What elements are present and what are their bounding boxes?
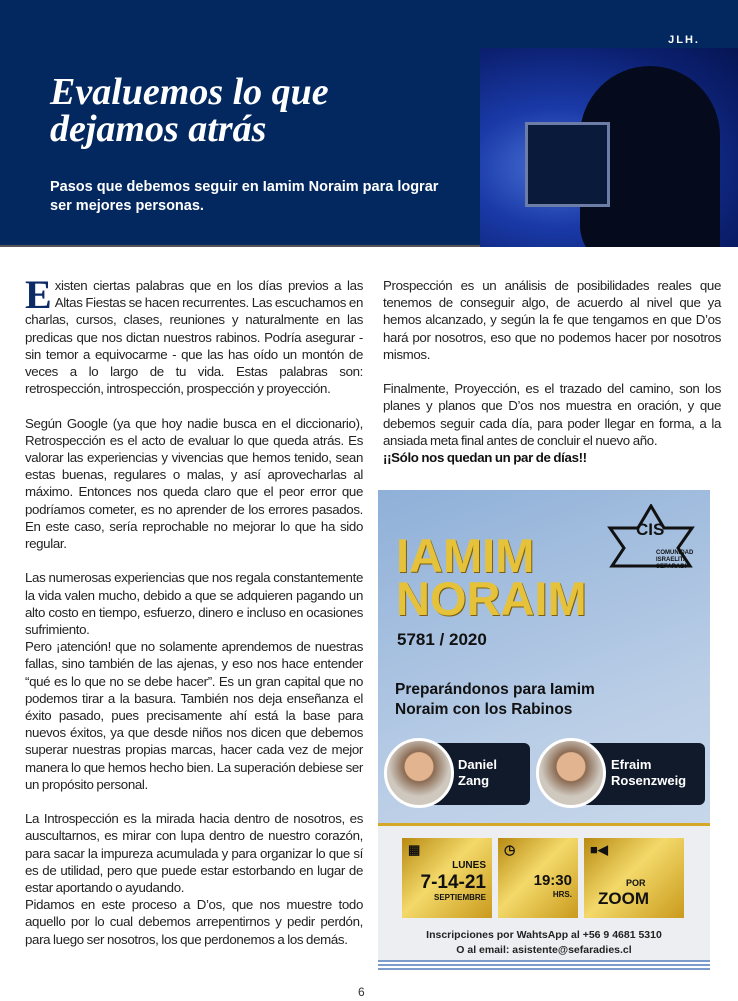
drop-cap: E <box>25 272 52 317</box>
date-tile: ▦ LUNES 7-14-21 SEPTIEMBRE <box>402 838 492 918</box>
speaker-card: Daniel Zang <box>400 743 530 805</box>
time-tile: ◷ 19:30 HRS. <box>498 838 578 918</box>
logo-text: COMUNIDAD ISRAELITA SEFARADI <box>656 550 694 570</box>
platform-tile: ■◀ POR ZOOM <box>584 838 684 918</box>
right-column <box>383 277 721 466</box>
event-poster <box>378 490 710 972</box>
poster-subtitle: Preparándonos para Iamim Noraim con los Rabinos <box>395 681 595 718</box>
hero-image-head-silhouette <box>480 48 738 247</box>
decorative-stripes <box>378 960 710 972</box>
closing-line: ¡¡Sólo nos quedan un par de días!! <box>383 450 587 466</box>
article-header <box>0 0 738 247</box>
video-camera-icon: ■◀ <box>590 842 608 857</box>
paragraph: Las numerosas experiencias que nos regala constantemente la vida valen mucho, debido a que se adquieren pagando un alto costo en tiempo, esfuerzo, dinero e incluso en ocasiones sufrimiento. <box>25 570 363 638</box>
paragraph: Pidamos en este proceso a D’os, que nos muestre todo aquello por lo cual debemos arrepentirnos y pedir perdón, para luego ser nosotros, los que perdonemos a los demás. <box>25 897 363 947</box>
paragraph: Según Google (ya que hoy nadie busca en el diccionario), Retrospección es el acto de evaluar lo que queda atrás. Es valorar las experiencias y vivencias que hemos tenido, sean estas buenas, regulares o malas, y así aprovecharlas al máximo. Entonces nos queda claro que el peor error que podríamos cometer, es no aprender de los errores pasados. En este caso, sería reprochable no mejorar lo que ha sido regular. <box>25 415 363 552</box>
author-initials: JLH. <box>668 34 700 46</box>
window-frame <box>525 122 610 207</box>
left-column <box>25 272 364 948</box>
registration-email: O al email: asistente@sefaradies.cl <box>456 944 632 956</box>
calendar-icon: ▦ <box>408 842 421 857</box>
poster-details <box>378 823 710 972</box>
logo-abbr: CIS <box>636 520 665 539</box>
poster-title: IAMIM NORAIM <box>396 529 587 625</box>
poster-year: 5781 / 2020 <box>397 630 487 649</box>
clock-icon: ◷ <box>504 842 516 857</box>
registration-phone: Inscripciones por WahtsApp al +56 9 4681 5310 <box>426 929 662 941</box>
page-number: 6 <box>358 985 365 999</box>
article-title: Evaluemos lo que dejamos atrás <box>50 71 329 150</box>
article-subtitle: Pasos que debemos seguir en Iamim Noraim para lograr ser mejores personas. <box>50 179 439 214</box>
speaker-photo <box>536 738 606 808</box>
paragraph: Pero ¡atención! que no solamente aprendemos de nuestras fallas, sino también de las ajenas, y eso nos hace entender “qué es lo que no se debe hacer”. Es un gran capital que no podemos tirar a la basura. También nos deja enseñanza el éxito pasado, pues precisamente ahí está la base para nuevos éxitos, ya que desde niños nos dicen que debemos superar nuestras propias marcas, hacer cada vez de mejor manera lo que hemos hecho bien. La superación debiese ser un propósito personal. <box>25 639 363 792</box>
paragraph: La Introspección es la mirada hacia dentro de nosotros, es auscultarnos, es mirar con lupa dentro de nuestro corazón, para sacar la impureza acumulada y para organizar lo que sí es de utilidad, pero que puede estar estorbando en lugar de estar aportando o ayudando. <box>25 811 363 896</box>
paragraph: Finalmente, Proyección, es el trazado del camino, son los planes y planos que D’os nos muestra en oración, y que debemos seguir cada día, para poder llegar en forma, a la ansiada meta final antes de concluir el nuevo año. <box>383 381 721 448</box>
paragraph: xisten ciertas palabras que en los días previos a las Altas Fiestas se hacen recurrentes. Las escuchamos en charlas, cursos, clases, reuniones y naturalmente en las predicas que nos dictan nuestros rabinos. Podría asegurar - sin temor a equivocarme - que las has oído un montón de veces a lo largo de tu vida. Estas palabras son: retrospección, introspección, prospección y proyección. <box>25 278 364 397</box>
speaker-card: Efraim Rosenzweig <box>553 743 705 805</box>
speaker-photo <box>384 738 454 808</box>
paragraph: Prospección es un análisis de posibilidades reales que tenemos de conseguir algo, de acuerdo al nivel que ya hemos alcanzado, y según la fe que tengamos en que D’os hará por nosotros, eso que no podemos hacer por nosotros mismos. <box>383 278 721 362</box>
